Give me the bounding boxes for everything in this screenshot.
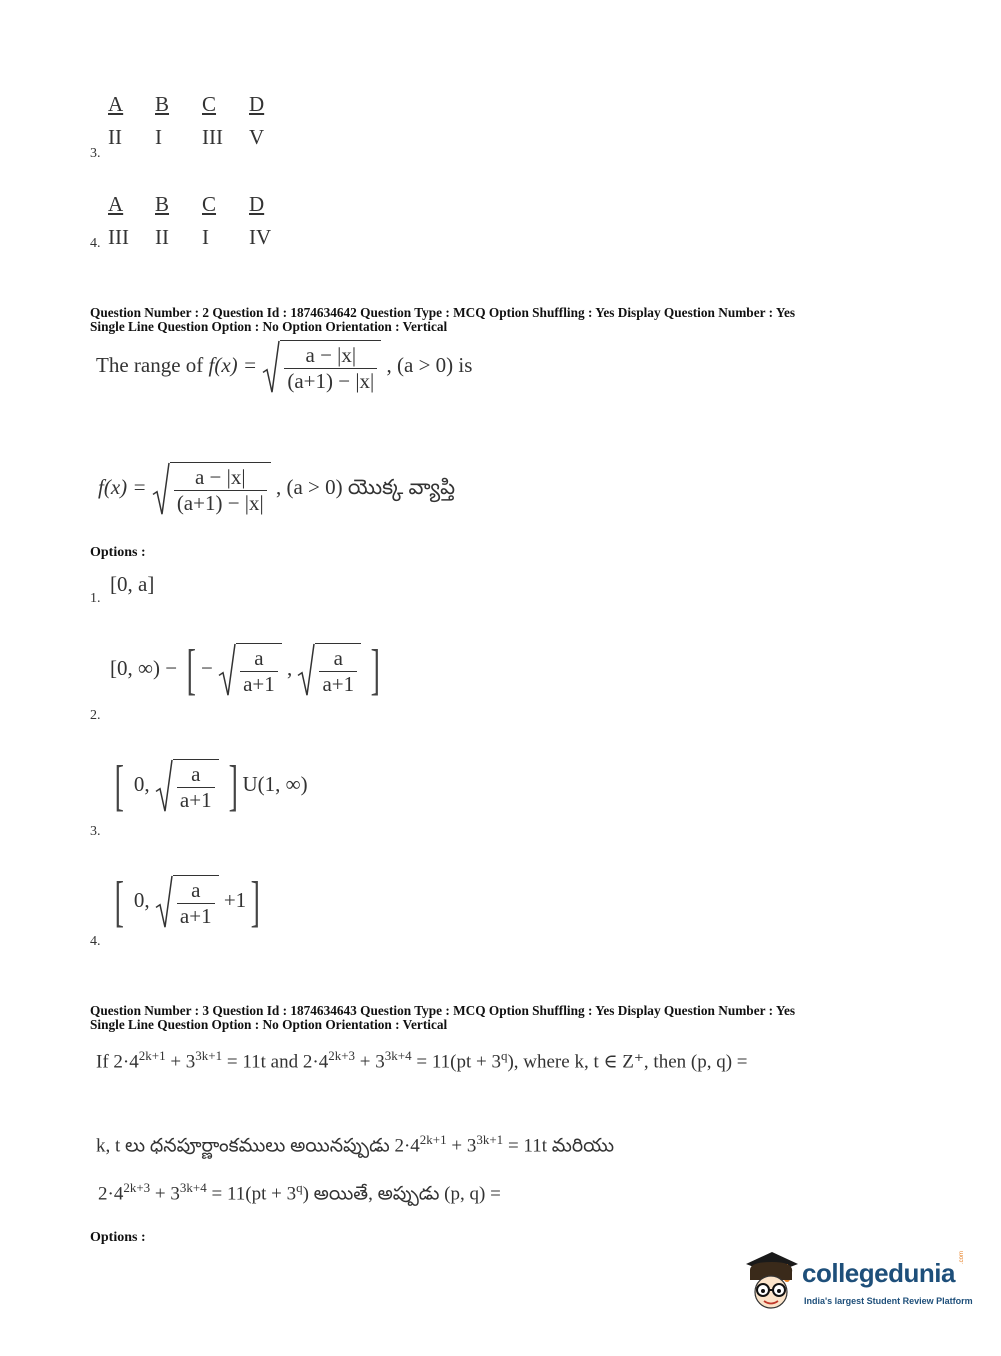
fraction: $\frac{a - |x|}{(a+1) - |x|}$ [174,465,267,516]
right-bracket: ] [371,639,381,701]
options-label: Options : [90,1230,146,1245]
match-table-4 [108,192,296,250]
radical-sign [152,462,170,516]
logo-tagline: India's largest Student Review Platform [804,1296,973,1306]
radical-sign [218,643,236,697]
option-3: [ 0, $\frac{a}{a+1}$ ] U(1, ∞) [114,755,308,817]
fraction: $\frac{a}{a+1}$ [177,878,215,929]
option-number: 3. [90,824,101,839]
sqrt-expression [218,643,282,697]
collegedunia-logo [742,1250,972,1320]
fraction: $\frac{a - |x|}{(a+1) - |x|}$ [284,343,377,394]
option-2: [0, ∞) − [ − $\frac{a}{a+1}$ , $\frac{a}{a+1}$ ] [110,639,381,701]
sqrt-expression [297,643,361,697]
radical-sign [155,759,173,813]
sqrt-expression [152,462,271,516]
question-3-telugu-line-2: $2\cdot 4^{2k+3} + 3^{3k+4} = 11(pt + 3^q)$ అయితే, అప్పుడు (p, q) = [98,1180,501,1205]
question-2-english: The range of f(x) = $\frac{a - |x|}{(a+1) - |x|}$ , (a > 0) is [96,340,472,394]
match-values: III II I IV [108,225,272,249]
fraction: $\frac{a}{a+1}$ [319,646,357,697]
logo-name: collegedunia [802,1258,955,1288]
logo-com: .com [959,1250,965,1264]
option-number: 4. [90,236,101,251]
left-bracket: [ [186,639,197,701]
question-2-telugu: f(x) = $\frac{a - |x|}{(a+1) - |x|}$ , (a > 0) యొక్క వ్యాప్తి [98,462,455,516]
left-bracket: [ [114,871,124,933]
options-label: Options : [90,545,146,560]
right-bracket: ] [228,755,238,817]
sqrt-expression [155,759,219,813]
fraction: $\frac{a}{a+1}$ [177,762,215,813]
question-2-meta: Question Number : 2 Question Id : 1874634642 Question Type : MCQ Option Shuffling : Yes Display Question Number : Yes Single Line Question Option : No Option Orientation : Vertical [90,305,796,334]
right-bracket: ] [250,871,261,933]
sqrt-expression [155,875,219,929]
option-number: 1. [90,591,101,606]
option-number: 3. [90,146,101,161]
option-number: 2. [90,708,101,723]
left-bracket: [ [114,755,124,817]
match-values: II I III V [108,125,265,149]
radical-sign [262,340,280,394]
option-4: [ 0, $\frac{a}{a+1}$ +1] [114,871,261,933]
match-headers: A B C D [108,192,265,216]
fraction: $\frac{a}{a+1}$ [240,646,278,697]
match-headers: A B C D [108,92,265,116]
option-1: [0, a] [110,572,155,596]
option-number: 4. [90,934,101,949]
radical-sign [297,643,315,697]
question-3-meta: Question Number : 3 Question Id : 1874634643 Question Type : MCQ Option Shuffling : Yes Display Question Number : Yes Single Line Question Option : No Option Orientation : Vertical [90,1003,796,1032]
question-3-english: If $2\cdot 4^{2k+1} + 3^{3k+1} = 11t$ and $2\cdot 4^{2k+3} + 3^{3k+4} = 11(pt + 3^q)$, where k, t ∈ Z⁺, then (p, q) = [96,1048,748,1073]
question-3-telugu-line-1: k, t లు ధనపూర్ణాంకములు అయినప్పుడు $2\cdot 4^{2k+1} + 3^{3k+1} = 11t$ మరియు [96,1132,615,1157]
radical-sign [155,875,173,929]
mascot-icon [742,1250,800,1312]
match-table-3 [108,92,296,150]
sqrt-expression [262,340,381,394]
